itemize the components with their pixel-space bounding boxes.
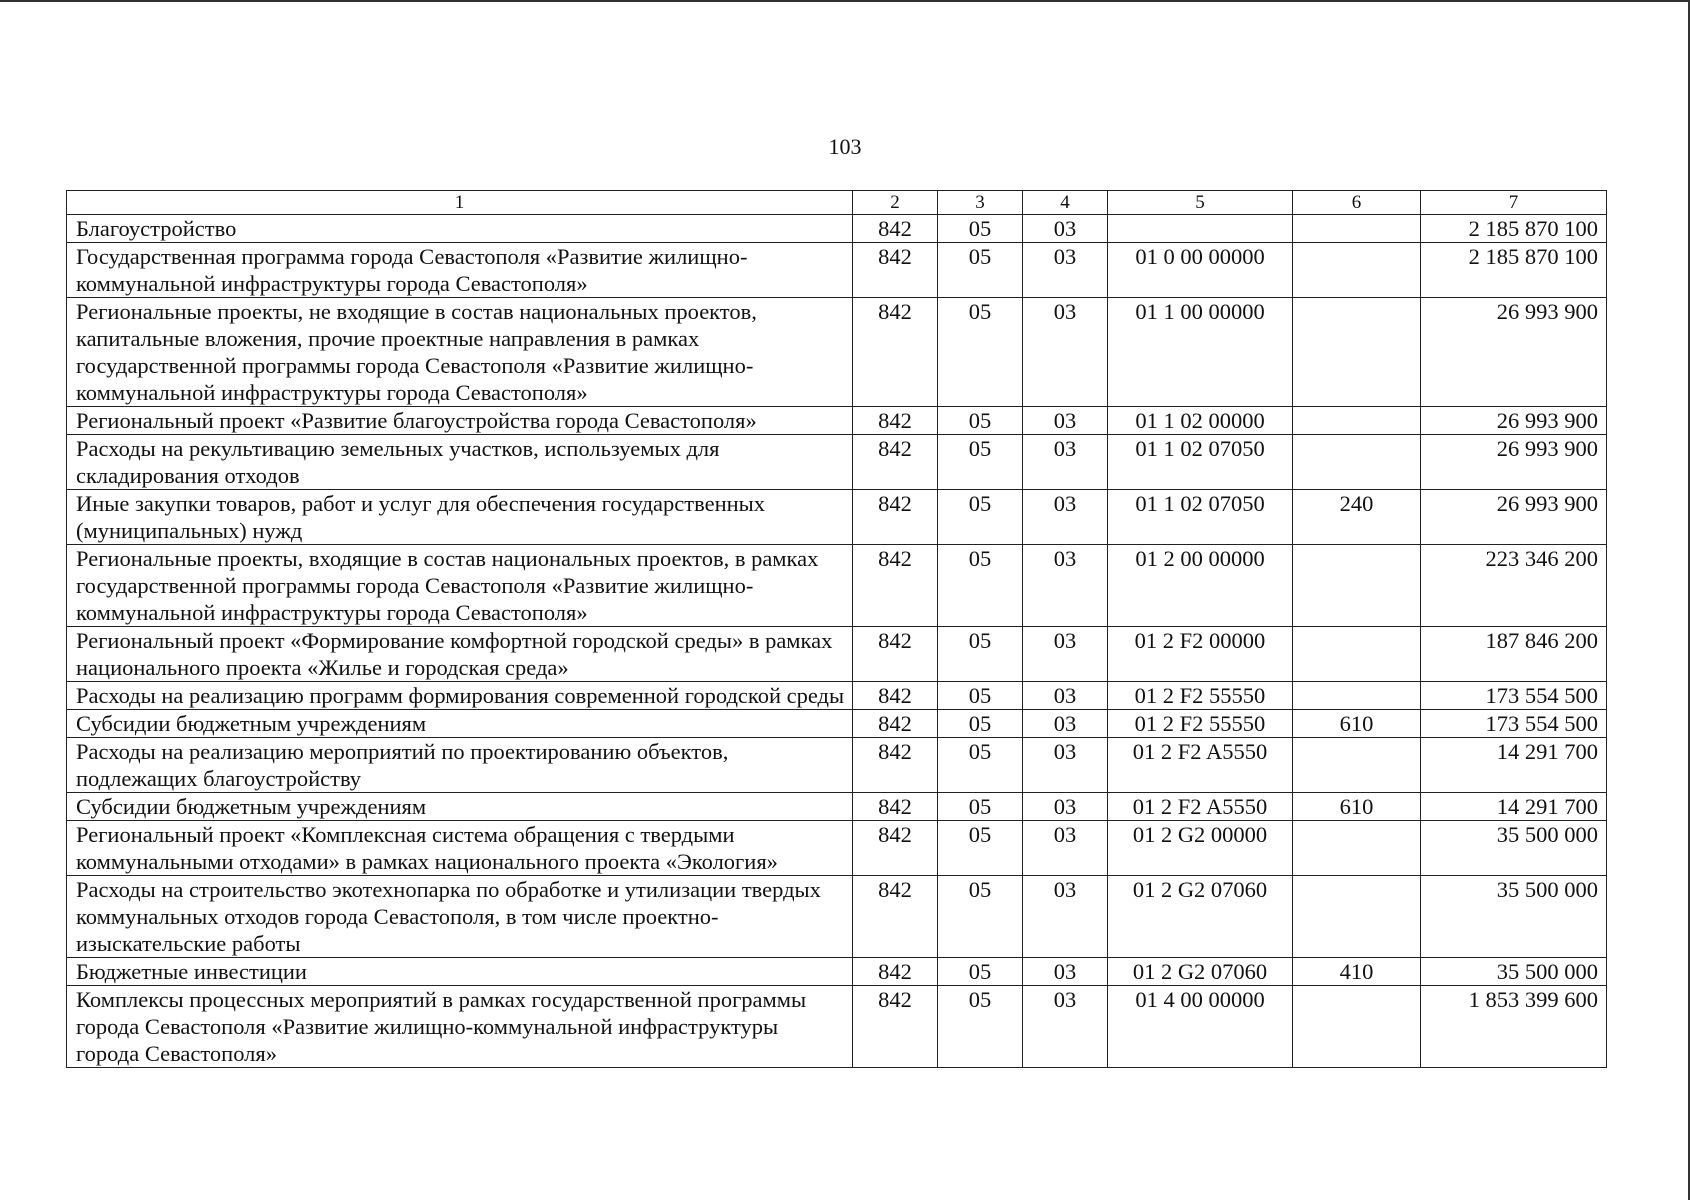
page-number: 103 <box>828 134 862 159</box>
cell-ministry-code: 842 <box>853 821 938 876</box>
cell-expense-type <box>1293 738 1421 793</box>
cell-ministry-code: 842 <box>853 710 938 738</box>
cell-expense-type <box>1293 682 1421 710</box>
cell-ministry-code: 842 <box>853 298 938 407</box>
cell-ministry-code: 842 <box>853 627 938 682</box>
table-row <box>67 545 1607 627</box>
cell-target-article: 01 2 F2 A5550 <box>1108 738 1293 793</box>
cell-description: Благоустройство <box>67 215 853 243</box>
table-row <box>67 821 1607 876</box>
cell-description: Расходы на рекультивацию земельных участков, используемых для складирования отходов <box>67 435 853 490</box>
cell-amount: 14 291 700 <box>1421 793 1607 821</box>
cell-section-code: 05 <box>938 435 1023 490</box>
table-row <box>67 243 1607 298</box>
cell-subsection-code: 03 <box>1023 986 1108 1068</box>
cell-description: Иные закупки товаров, работ и услуг для обеспечения государственных (муниципальных) нужд <box>67 490 853 545</box>
cell-description: Комплексы процессных мероприятий в рамках государственной программы города Севастополя «Развитие жилищно-коммунальной инфраструктуры города Севастополя» <box>67 986 853 1068</box>
cell-section-code: 05 <box>938 243 1023 298</box>
table-row <box>67 215 1607 243</box>
cell-amount: 187 846 200 <box>1421 627 1607 682</box>
cell-subsection-code: 03 <box>1023 710 1108 738</box>
cell-target-article: 01 2 F2 55550 <box>1108 682 1293 710</box>
cell-target-article: 01 2 G2 00000 <box>1108 821 1293 876</box>
cell-expense-type <box>1293 298 1421 407</box>
cell-section-code: 05 <box>938 986 1023 1068</box>
cell-amount: 2 185 870 100 <box>1421 215 1607 243</box>
table-row <box>67 298 1607 407</box>
table-row <box>67 876 1607 958</box>
cell-expense-type <box>1293 407 1421 435</box>
cell-expense-type: 610 <box>1293 793 1421 821</box>
cell-target-article <box>1108 215 1293 243</box>
header-col-6: 6 <box>1293 191 1421 215</box>
cell-ministry-code: 842 <box>853 958 938 986</box>
cell-ministry-code: 842 <box>853 793 938 821</box>
table-row <box>67 682 1607 710</box>
header-col-4: 4 <box>1023 191 1108 215</box>
cell-description: Субсидии бюджетным учреждениям <box>67 710 853 738</box>
table-row <box>67 738 1607 793</box>
cell-subsection-code: 03 <box>1023 738 1108 793</box>
cell-subsection-code: 03 <box>1023 876 1108 958</box>
cell-ministry-code: 842 <box>853 682 938 710</box>
cell-amount: 35 500 000 <box>1421 821 1607 876</box>
cell-amount: 26 993 900 <box>1421 407 1607 435</box>
cell-amount: 223 346 200 <box>1421 545 1607 627</box>
cell-expense-type <box>1293 435 1421 490</box>
table-row <box>67 958 1607 986</box>
cell-expense-type: 240 <box>1293 490 1421 545</box>
cell-target-article: 01 2 00 00000 <box>1108 545 1293 627</box>
cell-section-code: 05 <box>938 545 1023 627</box>
cell-description: Региональные проекты, входящие в состав национальных проектов, в рамках государственной программы города Севастополя «Развитие жилищно-коммунальной инфраструктуры города Севастополя» <box>67 545 853 627</box>
cell-ministry-code: 842 <box>853 490 938 545</box>
cell-subsection-code: 03 <box>1023 490 1108 545</box>
cell-amount: 173 554 500 <box>1421 682 1607 710</box>
cell-section-code: 05 <box>938 407 1023 435</box>
cell-expense-type: 410 <box>1293 958 1421 986</box>
cell-target-article: 01 1 00 00000 <box>1108 298 1293 407</box>
cell-description: Государственная программа города Севастополя «Развитие жилищно-коммунальной инфраструктуры города Севастополя» <box>67 243 853 298</box>
table-row <box>67 490 1607 545</box>
cell-expense-type <box>1293 215 1421 243</box>
cell-ministry-code: 842 <box>853 986 938 1068</box>
cell-subsection-code: 03 <box>1023 243 1108 298</box>
cell-subsection-code: 03 <box>1023 958 1108 986</box>
cell-amount: 26 993 900 <box>1421 490 1607 545</box>
cell-target-article: 01 2 G2 07060 <box>1108 958 1293 986</box>
cell-expense-type <box>1293 876 1421 958</box>
cell-subsection-code: 03 <box>1023 545 1108 627</box>
cell-subsection-code: 03 <box>1023 298 1108 407</box>
cell-description: Региональный проект «Комплексная система обращения с твердыми коммунальными отходами» в рамках национального проекта «Экология» <box>67 821 853 876</box>
cell-amount: 173 554 500 <box>1421 710 1607 738</box>
cell-section-code: 05 <box>938 215 1023 243</box>
cell-subsection-code: 03 <box>1023 682 1108 710</box>
cell-expense-type <box>1293 627 1421 682</box>
cell-description: Региональный проект «Развитие благоустройства города Севастополя» <box>67 407 853 435</box>
table-row <box>67 793 1607 821</box>
cell-subsection-code: 03 <box>1023 215 1108 243</box>
cell-section-code: 05 <box>938 682 1023 710</box>
cell-section-code: 05 <box>938 738 1023 793</box>
header-col-2: 2 <box>853 191 938 215</box>
cell-target-article: 01 2 G2 07060 <box>1108 876 1293 958</box>
cell-amount: 14 291 700 <box>1421 738 1607 793</box>
cell-target-article: 01 1 02 07050 <box>1108 435 1293 490</box>
cell-target-article: 01 4 00 00000 <box>1108 986 1293 1068</box>
cell-amount: 2 185 870 100 <box>1421 243 1607 298</box>
cell-expense-type <box>1293 243 1421 298</box>
cell-amount: 26 993 900 <box>1421 298 1607 407</box>
cell-section-code: 05 <box>938 876 1023 958</box>
cell-description: Расходы на реализацию мероприятий по проектированию объектов, подлежащих благоустройству <box>67 738 853 793</box>
cell-amount: 26 993 900 <box>1421 435 1607 490</box>
cell-ministry-code: 842 <box>853 243 938 298</box>
cell-ministry-code: 842 <box>853 435 938 490</box>
table-row <box>67 407 1607 435</box>
cell-subsection-code: 03 <box>1023 435 1108 490</box>
table-row <box>67 986 1607 1068</box>
cell-target-article: 01 2 F2 55550 <box>1108 710 1293 738</box>
cell-subsection-code: 03 <box>1023 821 1108 876</box>
header-col-7: 7 <box>1421 191 1607 215</box>
cell-description: Расходы на реализацию программ формирования современной городской среды <box>67 682 853 710</box>
table-row <box>67 435 1607 490</box>
cell-description: Региональные проекты, не входящие в состав национальных проектов, капитальные вложения, прочие проектные направления в рамках государственной программы города Севастополя «Развитие жилищно-коммунальной инфраструктуры города Севастополя» <box>67 298 853 407</box>
cell-target-article: 01 1 02 07050 <box>1108 490 1293 545</box>
cell-expense-type: 610 <box>1293 710 1421 738</box>
cell-section-code: 05 <box>938 298 1023 407</box>
cell-section-code: 05 <box>938 821 1023 876</box>
table-row <box>67 627 1607 682</box>
cell-expense-type <box>1293 821 1421 876</box>
header-col-3: 3 <box>938 191 1023 215</box>
cell-ministry-code: 842 <box>853 545 938 627</box>
cell-target-article: 01 2 F2 00000 <box>1108 627 1293 682</box>
cell-ministry-code: 842 <box>853 876 938 958</box>
cell-ministry-code: 842 <box>853 738 938 793</box>
header-col-1: 1 <box>67 191 853 215</box>
cell-section-code: 05 <box>938 958 1023 986</box>
header-col-5: 5 <box>1108 191 1293 215</box>
cell-ministry-code: 842 <box>853 215 938 243</box>
cell-section-code: 05 <box>938 793 1023 821</box>
cell-amount: 35 500 000 <box>1421 876 1607 958</box>
cell-description: Расходы на строительство экотехнопарка по обработке и утилизации твердых коммунальных отходов города Севастополя, в том числе проектно-изыскательские работы <box>67 876 853 958</box>
cell-description: Бюджетные инвестиции <box>67 958 853 986</box>
header-row <box>67 191 1607 215</box>
budget-table <box>66 190 1607 1068</box>
cell-target-article: 01 0 00 00000 <box>1108 243 1293 298</box>
cell-description: Региональный проект «Формирование комфортной городской среды» в рамках национального проекта «Жилье и городская среда» <box>67 627 853 682</box>
cell-target-article: 01 2 F2 A5550 <box>1108 793 1293 821</box>
cell-subsection-code: 03 <box>1023 793 1108 821</box>
cell-amount: 1 853 399 600 <box>1421 986 1607 1068</box>
cell-expense-type <box>1293 986 1421 1068</box>
cell-subsection-code: 03 <box>1023 407 1108 435</box>
table-body <box>67 215 1607 1068</box>
table-row <box>67 710 1607 738</box>
cell-expense-type <box>1293 545 1421 627</box>
cell-target-article: 01 1 02 00000 <box>1108 407 1293 435</box>
cell-section-code: 05 <box>938 710 1023 738</box>
cell-subsection-code: 03 <box>1023 627 1108 682</box>
scan-border-top <box>0 0 1690 2</box>
cell-description: Субсидии бюджетным учреждениям <box>67 793 853 821</box>
cell-section-code: 05 <box>938 490 1023 545</box>
cell-section-code: 05 <box>938 627 1023 682</box>
cell-ministry-code: 842 <box>853 407 938 435</box>
cell-amount: 35 500 000 <box>1421 958 1607 986</box>
